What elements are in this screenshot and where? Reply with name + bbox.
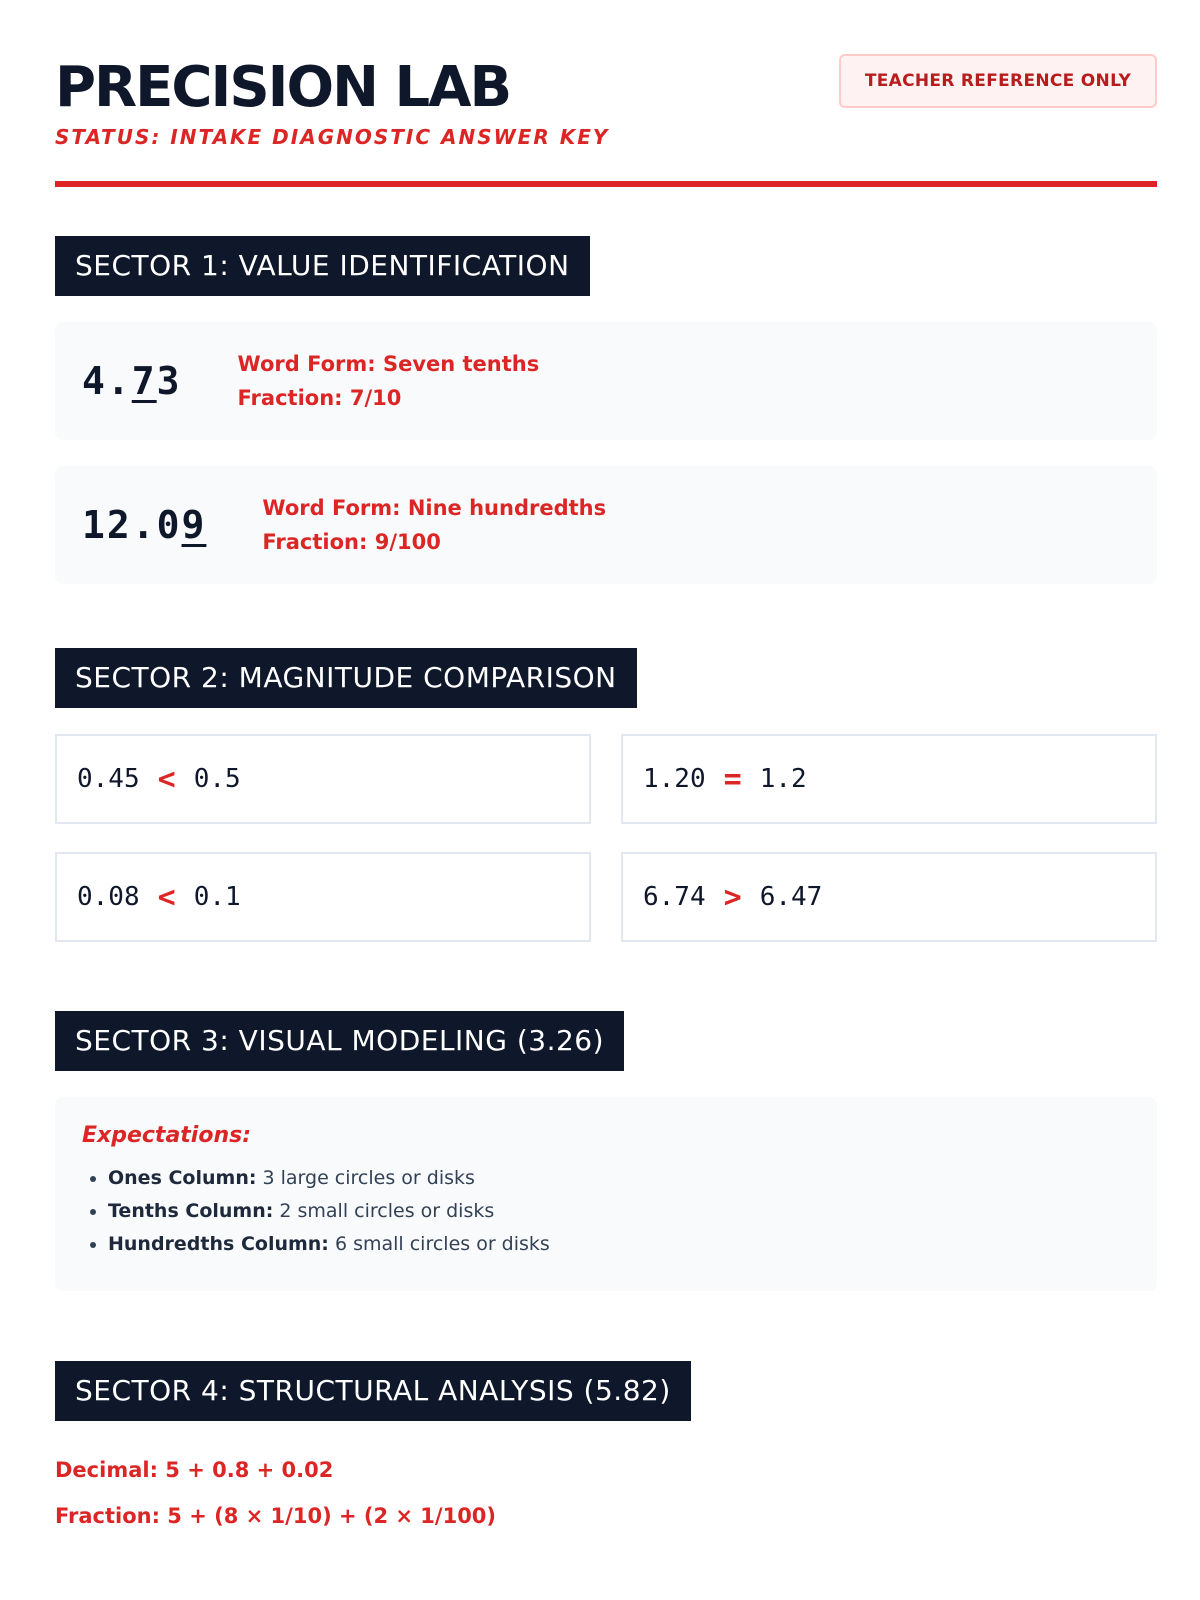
word-form: Word Form: Nine hundredths	[262, 496, 607, 520]
right-value: 0.1	[193, 882, 241, 912]
value-answer	[238, 347, 540, 415]
fraction-form: Fraction: 7/10	[237, 386, 402, 410]
teacher-reference-badge: TEACHER REFERENCE ONLY	[839, 54, 1157, 108]
sector-1-heading: SECTOR 1: VALUE IDENTIFICATION	[55, 236, 590, 296]
column-description: 3 large circles or disks	[256, 1167, 475, 1189]
value-answer	[262, 491, 606, 559]
left-value: 1.20	[643, 764, 706, 794]
left-value: 0.08	[77, 882, 140, 912]
sector-4-heading: SECTOR 4: STRUCTURAL ANALYSIS (5.82)	[55, 1361, 691, 1421]
right-value: 1.2	[759, 764, 807, 794]
comparison-box	[55, 734, 591, 824]
comparison-box	[55, 852, 591, 942]
expectations-title: Expectations:	[82, 1123, 252, 1148]
fraction-form: Fraction: 9/100	[262, 530, 441, 554]
comparison-box	[621, 734, 1157, 824]
list-item	[108, 1162, 1130, 1195]
left-value: 0.45	[77, 764, 140, 794]
page-header	[55, 0, 1157, 188]
sector-2-heading: SECTOR 2: MAGNITUDE COMPARISON	[55, 648, 637, 708]
sector-3-heading: SECTOR 3: VISUAL MODELING (3.26)	[55, 1011, 624, 1071]
value-number: 12.09	[82, 503, 207, 547]
expectations-list	[82, 1162, 1130, 1261]
fraction-expansion: Fraction: 5 + (8 × 1/10) + (2 × 1/100)	[55, 1504, 497, 1528]
right-value: 6.47	[759, 882, 823, 912]
decimal-expansion: Decimal: 5 + 0.8 + 0.02	[55, 1458, 334, 1482]
comparison-operator: <	[157, 879, 176, 915]
sector-1	[55, 236, 1157, 296]
expectations-card	[55, 1097, 1157, 1291]
page-title: PRECISION LAB	[55, 55, 511, 120]
list-item	[108, 1195, 1130, 1228]
sector-3	[55, 1011, 1157, 1071]
list-item	[108, 1228, 1130, 1261]
column-label: Tenths Column:	[108, 1200, 274, 1222]
right-value: 0.5	[193, 764, 241, 794]
value-number: 4.73	[82, 359, 182, 403]
underlined-digit: 9	[181, 503, 207, 547]
sector-4	[55, 1361, 1157, 1421]
column-description: 2 small circles or disks	[273, 1200, 495, 1222]
comparison-operator: >	[723, 879, 742, 915]
comparison-box	[621, 852, 1157, 942]
value-card-2	[55, 466, 1157, 584]
underlined-digit: 7	[131, 359, 157, 403]
comparison-operator: <	[157, 761, 176, 797]
column-label: Ones Column:	[108, 1167, 257, 1189]
header-divider	[55, 181, 1157, 187]
left-value: 6.74	[643, 882, 706, 912]
answer-key-page	[55, 0, 1157, 1528]
page-subtitle: STATUS: INTAKE DIAGNOSTIC ANSWER KEY	[55, 125, 610, 149]
word-form: Word Form: Seven tenths	[237, 352, 540, 376]
column-label: Hundredths Column:	[108, 1233, 329, 1255]
value-card-1	[55, 322, 1157, 440]
column-description: 6 small circles or disks	[328, 1233, 550, 1255]
sector-2	[55, 648, 1157, 708]
comparison-operator: =	[723, 761, 742, 797]
